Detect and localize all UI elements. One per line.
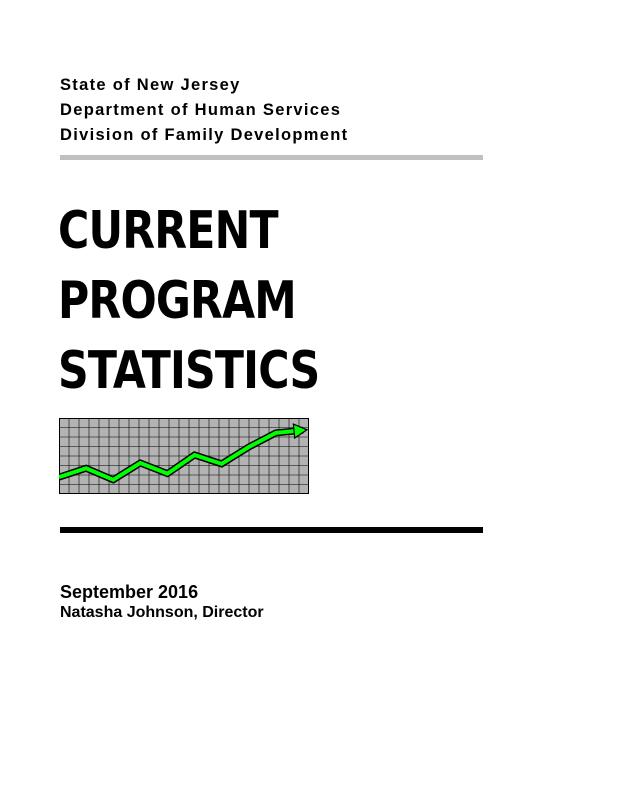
gray-divider [60,155,483,160]
agency-header [60,73,500,148]
report-date: September 2016 [60,582,199,602]
director-name: Natasha Johnson, Director [60,604,264,621]
header-division: Division of Family Development [60,126,349,144]
header-state: State of New Jersey [60,76,241,94]
report-title [58,196,478,406]
report-footer [60,581,264,623]
title-line-statistics: STATISTICS [58,341,320,401]
black-divider [60,527,483,533]
header-department: Department of Human Services [60,101,342,119]
title-line-current: CURRENT [58,201,278,261]
title-line-program: PROGRAM [58,271,296,331]
trend-chart [59,418,309,494]
